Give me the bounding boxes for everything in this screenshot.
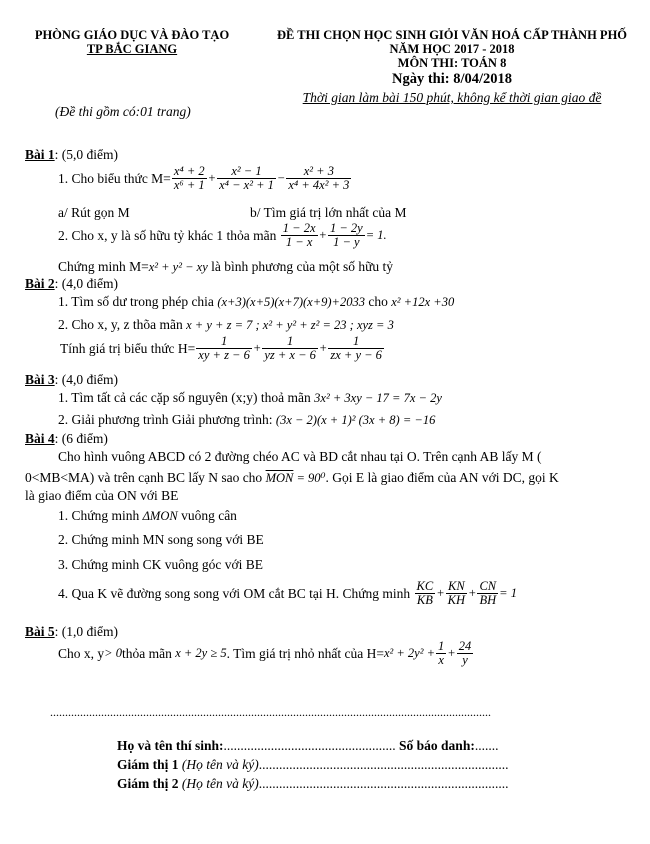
bai3-points: : (4,0 điểm) [54, 372, 119, 387]
bai2-q3-prefix: Tính giá trị biểu thức H= [60, 340, 196, 356]
bai4-q4-eq: = 1 [499, 586, 517, 600]
bai2-q2-expr: x + y + z = 7 ; x² + y² + z² = 23 ; xyz = 3 [186, 318, 394, 332]
angle-mon-value: = 90⁰ [293, 471, 326, 485]
bai4-points: : (6 điểm) [54, 431, 108, 446]
bai3-q2-prefix: 2. Giải phương trình Giải phương trình: [58, 412, 276, 427]
bai5-cond: > 0 [104, 646, 122, 660]
bai4-intro-1: Cho hình vuông ABCD có 2 đường chéo AC và BD cắt nhau tại O. Trên cạnh AB lấy M ( [58, 449, 542, 464]
fraction-h1 [196, 335, 252, 362]
frac-one: 1 [438, 639, 445, 653]
bai4-q1-prefix: 1. Chứng minh [58, 508, 143, 523]
subject: MÔN THI: TOÁN 8 [397, 56, 507, 70]
candidate-name-dots: ................................................... [223, 738, 396, 753]
bai1-points: : (5,0 điểm) [54, 147, 119, 162]
bai5-expr: x + 2y ≥ 5 [175, 646, 227, 660]
bai1-qa: a/ Rút gọn M [58, 205, 130, 220]
bai2-q2-prefix: 2. Cho x, y, z thõa mãn [58, 317, 187, 332]
angle-mon: $\overline{MON}$ [265, 471, 294, 485]
bai2-title: Bài 2 [25, 276, 55, 291]
bai2-heading [25, 276, 118, 292]
bai5-h-expr: x² + 2y² + [383, 646, 436, 660]
bai5-q: Cho x, y > 0 thỏa mãn x + 2y ≥ 5 . Tìm giá trị nhỏ nhất của H= x² + 2y² + $\frac{1}{x}$ + $\frac{24}{y}$ [58, 639, 472, 667]
bai4-intro-2b: . Gọi E là giao điểm của AN với DC, gọi K [325, 470, 559, 485]
supervisor-1-line [117, 757, 508, 773]
bai4-q4: 4. Qua K vẽ đường song song với OM cắt BC tại H. Chứng minh $\frac{KC}{KB}$ + $\frac{KN}{KH}$ + $\frac{CN}{BH}$ = 1 [58, 579, 517, 607]
bai4-q1-suffix: vuông cân [177, 508, 237, 523]
bai4-intro-2a: 0<MB<MA) và trên cạnh BC lấy N sao cho [25, 470, 266, 485]
supervisor-2-dots: .......................................................................... [258, 776, 509, 791]
h2-den: yz + x − 6 [264, 348, 316, 362]
bai5-title: Bài 5 [25, 624, 55, 639]
frac-kb: KB [416, 593, 433, 607]
bai1-q3 [58, 259, 393, 275]
frac-x: x [438, 653, 444, 667]
bai1-q2-suffix: = 1. [365, 228, 387, 242]
fraction-3: $\frac{\text{x² + 3}}{\text{x⁴ + 4x² + 3}}$ [288, 164, 350, 192]
bai3-heading [25, 372, 118, 388]
candidate-name-label: Họ và tên thí sinh: [117, 738, 224, 753]
bai5-mid: thỏa mãn [121, 645, 172, 661]
frac-cn: CN [479, 579, 497, 593]
divider-dots: ................................................................................................................................................... [50, 705, 491, 719]
h3-den: zx + y − 6 [330, 348, 382, 362]
time-allowed [262, 90, 642, 106]
frac-kn: KN [446, 580, 467, 594]
bai2-q2 [58, 317, 394, 333]
bai4-q4-text: 4. Qua K vẽ đường song song với OM cắt BC tại H. Chứng minh [58, 585, 411, 601]
candidate-name-line [117, 738, 498, 754]
bai1-q3-prefix: Chứng minh M= [58, 259, 149, 274]
bai1-q1: 1. Cho biểu thức M= $\frac{\text{x⁴ + 2}}{\text{x⁶ + 1}}$ + $\frac{\text{x² − 1}}{\text{x⁴ − x² + 1}}$ − $\frac{\text{x² + 3}}{\text{x⁴ + 4x² + 3}}$ [58, 164, 350, 192]
bai5-mid2: . Tìm giá trị nhỏ nhất của H= [226, 645, 384, 661]
frac-kh: KH [447, 593, 466, 607]
h1-num: 1 [196, 335, 252, 349]
bai1-q1-prefix: 1. Cho biểu thức M= [58, 170, 171, 186]
supervisor-2-note: (Họ tên và ký) [181, 776, 259, 791]
sbd-dots: ....... [474, 738, 499, 753]
bai4-heading [25, 431, 108, 447]
bai1-q2: 2. Cho x, y là số hữu tỷ khác 1 thỏa mãn $\frac{1 - 2x}{1 - x}$ + $\frac{1 - 2y}{1 - y}$ = 1. [58, 221, 387, 249]
bai5-heading [25, 624, 118, 640]
bai1-q2-prefix: 2. Cho x, y là số hữu tỷ khác 1 thỏa mãn [58, 227, 277, 243]
h2-num: 1 [262, 335, 318, 349]
bai2-q1 [58, 294, 454, 310]
bai2-q1-div: x² +12x +30 [391, 295, 455, 309]
bai4-q3: 3. Chứng minh CK vuông góc với BE [58, 557, 263, 572]
school-year: NĂM HỌC 2017 - 2018 [389, 42, 515, 56]
bai3-q1-prefix: 1. Tìm tất cả các cặp số nguyên (x;y) thoả mãn [58, 390, 315, 405]
bai4-title: Bài 4 [25, 431, 55, 446]
bai2-q1-mid: cho [364, 294, 392, 309]
fraction-kn-kh [446, 580, 467, 607]
fraction-2: $\frac{\text{x² − 1}}{\text{x⁴ − x² + 1}}$ [219, 164, 274, 192]
bai2-points: : (4,0 điểm) [54, 276, 119, 291]
fraction-1-x [436, 640, 446, 667]
bai4-q2: 2. Chứng minh MN song song với BE [58, 532, 264, 547]
bai4-intro-3: là giao điểm của ON với BE [25, 488, 179, 503]
bai1-q3-suffix: là bình phương của một số hữu tỷ [207, 259, 394, 274]
bai3-q1 [58, 390, 442, 406]
bai2-q3: Tính giá trị biểu thức H= $\frac{1}{xy + z - 6}$ + $\frac{1}{yz + x - 6}$ + $\frac{1}{zx + y - 6}$ [60, 334, 382, 362]
bai1-heading [25, 147, 118, 163]
frac-kc: KC [416, 579, 434, 593]
bai2-q1-expr: (x+3)(x+5)(x+7)(x+9)+2033 [217, 295, 365, 309]
fraction-q2-b: $\frac{1 - 2y}{1 - y}$ [329, 221, 363, 249]
supervisor-1-note: (Họ tên và ký) [181, 757, 259, 772]
department-name: PHÒNG GIÁO DỤC VÀ ĐÀO TẠO [34, 28, 230, 42]
bai4-q1 [58, 508, 237, 524]
sbd-label: Số báo danh: [395, 738, 475, 753]
frac-24: 24 [458, 639, 472, 653]
time-allowed-text: Thời gian làm bài 150 phút, không kể thời gian giao đề [302, 90, 602, 105]
exam-title: ĐỀ THI CHỌN HỌC SINH GIỎI VĂN HOÁ CẤP THÀNH PHỐ [276, 28, 628, 42]
fraction-24-y [457, 640, 474, 667]
frac-bh: BH [479, 593, 497, 607]
bai4-intro-2 [25, 470, 559, 486]
h1-den: xy + z − 6 [198, 348, 250, 362]
bai5-prefix: Cho x, y [58, 645, 105, 661]
bai5-points: : (1,0 điểm) [54, 624, 119, 639]
bai4-q1-expr: ΔMON [142, 509, 178, 523]
bai1-q3-expr: x² + y² − xy [148, 260, 208, 274]
h3-num: 1 [328, 335, 384, 349]
frac-y: y [462, 653, 468, 667]
city-name: TP BẮC GIANG [86, 42, 178, 56]
fraction-1: $\frac{\text{x⁴ + 2}}{\text{x⁶ + 1}}$ [173, 164, 205, 192]
bai1-title: Bài 1 [25, 147, 55, 162]
supervisor-1-dots: .......................................................................... [258, 757, 509, 772]
bai3-q2-expr: (3x − 2)(x + 1)² (3x + 8) = −16 [275, 413, 436, 427]
bai3-q2 [58, 412, 435, 428]
supervisor-2-line [117, 776, 508, 792]
supervisor-2-label: Giám thị 2 [117, 776, 182, 791]
fraction-cn-bh [477, 580, 498, 607]
fraction-kc-kb [415, 580, 436, 607]
bai1-qb: b/ Tìm giá trị lớn nhất của M [250, 205, 407, 220]
bai2-q1-prefix: 1. Tìm số dư trong phép chia [58, 294, 218, 309]
bai3-title: Bài 3 [25, 372, 55, 387]
fraction-q2-a: $\frac{1 - 2x}{1 - x}$ [282, 221, 316, 249]
pages-note: (Đề thi gồm có:01 trang) [55, 104, 191, 119]
supervisor-1-label: Giám thị 1 [117, 757, 182, 772]
exam-date: Ngày thi: 8/04/2018 [391, 71, 513, 87]
fraction-h2 [262, 335, 318, 362]
fraction-h3 [328, 335, 384, 362]
bai3-q1-expr: 3x² + 3xy − 17 = 7x − 2y [314, 391, 442, 405]
